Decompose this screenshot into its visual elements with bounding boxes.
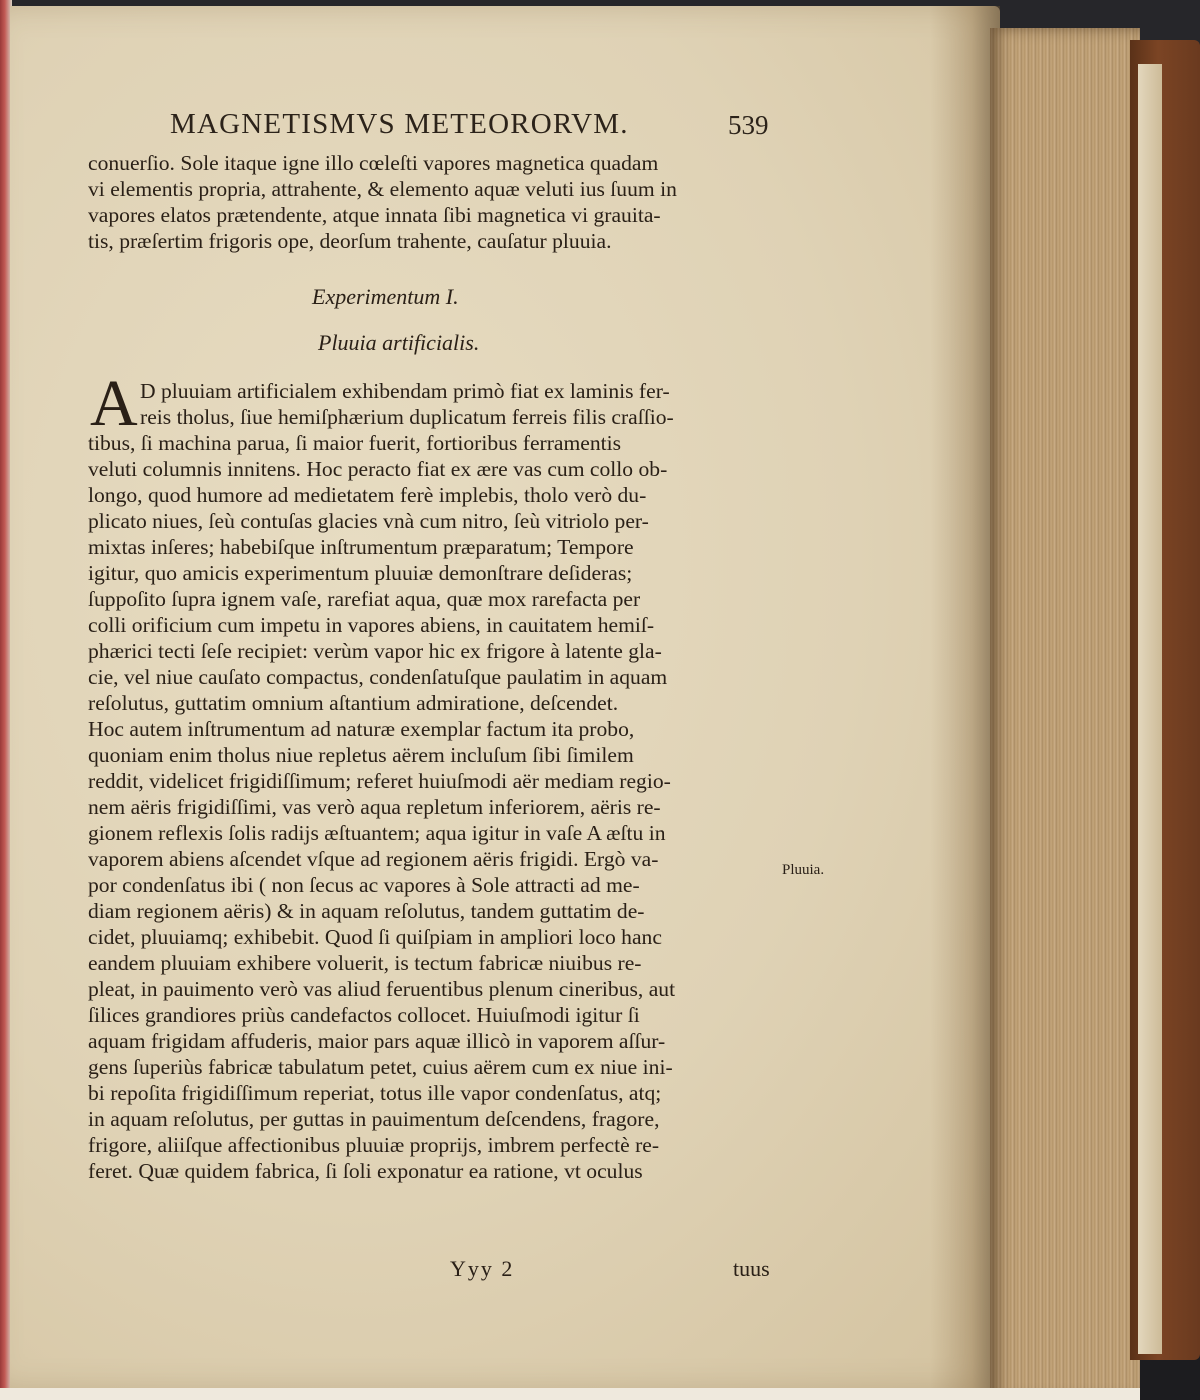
intro-line: vi elementis propria, attrahente, & elemento aquæ veluti ius ſuum in [88,177,677,201]
body-line: reſolutus, guttatim omnium aſtantium admiratione, deſcendet. [88,691,619,715]
body-line: aquam frigidam affuderis, maior pars aquæ illicò in vaporem aſſur- [88,1029,666,1053]
body-line: tibus, ſi machina parua, ſi maior fuerit, fortioribus ferramentis [88,431,622,455]
cover-pastedown [1138,64,1162,1354]
body-line: reis tholus, ſiue hemiſphærium duplicatum ferreis filis craſſio- [140,405,674,429]
body-line: longo, quod humore ad medietatem ferè implebis, tholo verò du- [88,483,647,507]
body-line: D pluuiam artificialem exhibendam primò fiat ex laminis fer- [140,379,670,403]
body-line: frigore, aliiſque affectionibus pluuiæ proprijs, imbrem perfectè re- [88,1133,660,1157]
body-line: gens ſuperiùs fabricæ tabulatum petet, cuius aërem cum ex niue ini- [88,1055,673,1079]
running-title: MAGNETISMVS METEORORVM. [170,108,629,140]
body-line: Hoc autem inſtrumentum ad naturæ exemplar factum ita probo, [88,717,635,741]
body-line: bi repoſita frigidiſſimum reperiat, totus ille vapor condenſatus, atq; [88,1081,662,1105]
body-line: nem aëris frigidiſſimi, vas verò aqua repletum inferiorem, aëris re- [88,795,661,819]
body-line: quoniam enim tholus niue repletus aërem incluſum ſibi ſimilem [88,743,634,767]
body-line: reddit, videlicet frigidiſſimum; referet huiuſmodi aër mediam regio- [88,769,671,793]
intro-line: conuerſio. Sole itaque igne illo cœleſti vapores magnetica quadam [88,151,659,175]
body-line: in aquam reſolutus, per guttas in pauimentum deſcendens, fragore, [88,1107,660,1131]
body-line: veluti columnis innitens. Hoc peracto fiat ex ære vas cum collo ob- [88,457,668,481]
experiment-subheading: Pluuia artificialis. [318,330,480,355]
body-line: gionem reflexis ſolis radijs æſtuantem; aqua igitur in vaſe A æſtu in [88,821,666,845]
body-line: cie, vel niue cauſato compactus, condenſatuſque paulatim in aquam [88,665,668,689]
body-line: colli orificium cum impetu in vapores abiens, in cauitatem hemiſ- [88,613,655,637]
body-line: plicato niues, ſeù contuſas glacies vnà cum nitro, ſeù vitriolo per- [88,509,649,533]
signature-mark: Yyy 2 [450,1256,515,1281]
body-line: cidet, pluuiamq; exhibebit. Quod ſi quiſpiam in ampliori loco hanc [88,925,662,949]
drop-cap-initial: A [90,367,138,440]
body-line: feret. Quæ quidem fabrica, ſi ſoli exponatur ea ratione, vt oculus [88,1159,643,1183]
body-line: eandem pluuiam exhibere voluerit, is tectum fabricæ niuibus re- [88,951,642,975]
marginal-note: Pluuia. [782,862,825,878]
catchword: tuus [733,1256,770,1281]
page-block-edges [990,28,1140,1400]
body-line: diam regionem aëris) & in aquam reſolutus, tandem guttatim de- [88,899,645,923]
experiment-heading: Experimentum I. [312,284,459,309]
body-line: igitur, quo amicis experimentum pluuiæ demonſtrare deſideras; [88,561,633,585]
body-line: ſilices grandiores priùs candefactos collocet. Huiuſmodi igitur ſi [88,1003,640,1027]
page-number: 539 [728,110,769,140]
intro-line: vapores elatos prætendente, atque innata ſibi magnetica vi grauita- [88,203,661,227]
body-line: phærici tecti ſeſe recipiet: verùm vapor hic ex frigore à latente gla- [88,639,662,663]
body-line: vaporem abiens aſcendet vſque ad regionem aëris frigidi. Ergò va- [88,847,659,871]
body-line: pleat, in pauimento verò vas aliud feruentibus plenum cineribus, aut [88,977,676,1001]
bottom-background [0,1388,1140,1400]
intro-line: tis, præſertim frigoris ope, deorſum trahente, cauſatur pluuia. [88,229,612,253]
body-line: mixtas inſeres; habebiſque inſtrumentum præparatum; Tempore [88,535,634,559]
body-line: por condenſatus ibi ( non ſecus ac vapores à Sole attracti ad me- [88,873,640,897]
body-line: ſuppoſito ſupra ignem vaſe, rarefiat aqua, quæ mox rarefacta per [88,587,641,611]
